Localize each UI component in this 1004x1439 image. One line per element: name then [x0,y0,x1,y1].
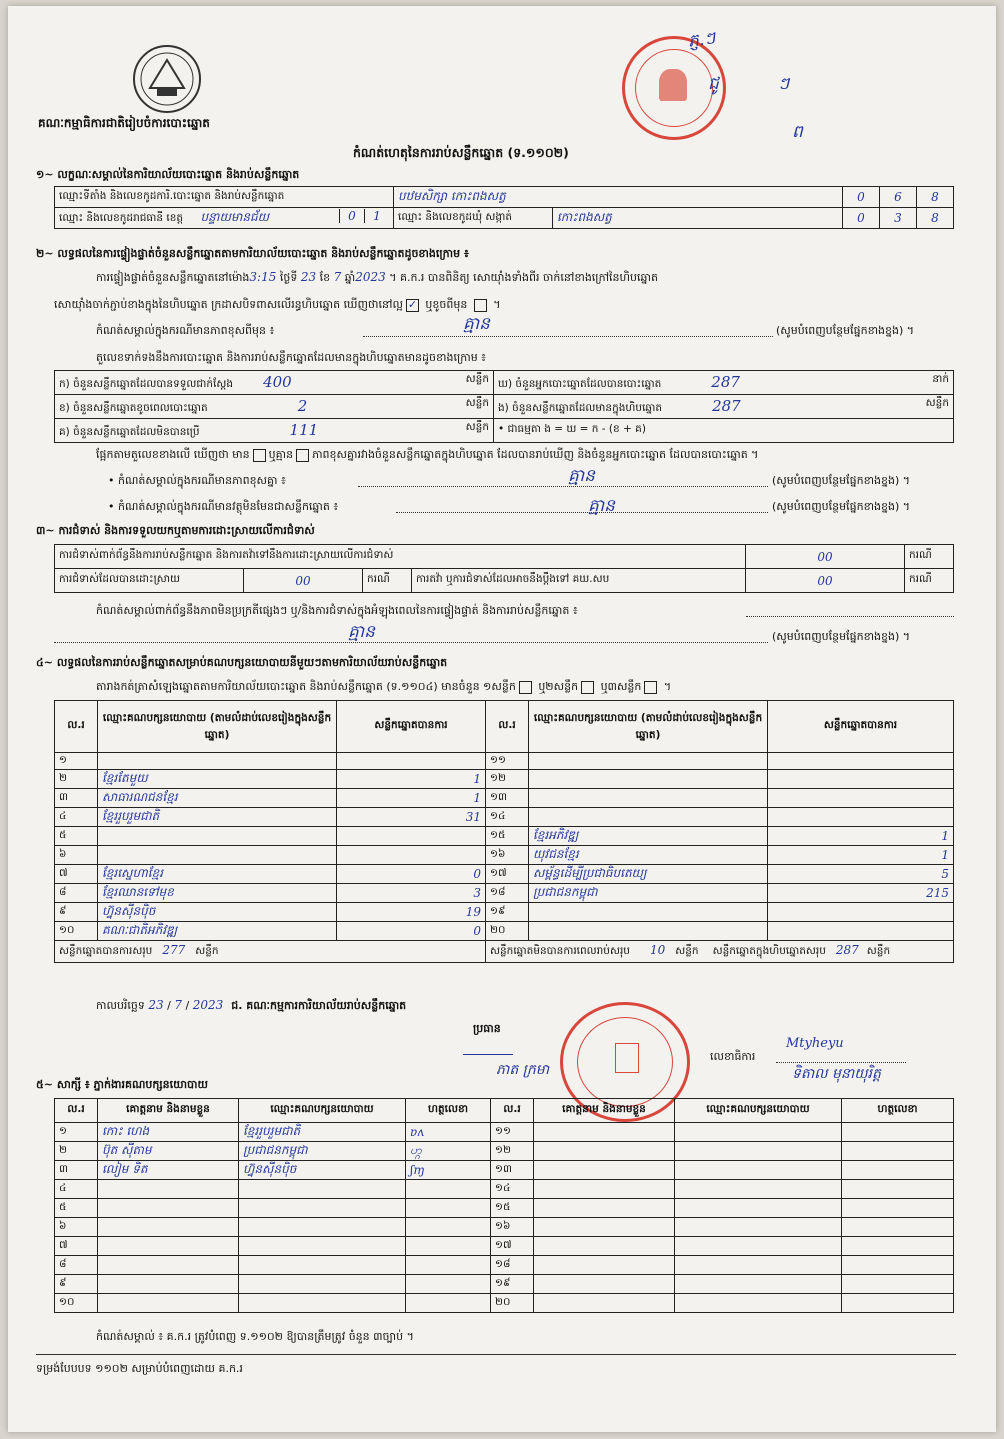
witness-sign-cell: ဟ္ဂ [406,1142,491,1161]
footnote: កំណត់សម្គាល់ ៖ គ.ក.រ ត្រូវបំពេញ ទ.១១០២ ឱ្យបានត្រឹមត្រូវ ចំនួន ៣ច្បាប់ ។ [96,1330,414,1343]
witness-party-cell: ហ្វ៊ុនស៊ីនប៉ិច [239,1161,406,1180]
station-code-2: 6 [880,187,917,208]
witness-name-cell [98,1294,239,1313]
witness-sign-cell [842,1142,954,1161]
witness-table: ល.រ គោត្តនាម និងនាមខ្លួន ឈ្មោះគណបក្សនយោបាយ ហត្ថលេខា ល.រ គោត្តនាម និងនាមខ្លួន ឈ្មោះគណបក្សនយោបាយ ហត្ថលេខា ១ កោះ ហេង ខ្មែររួបរួមជាតិ ɐʌ ១១ ២ ប៊ុត ស៊ីតាម ប្រជាជនកម្ពុជា ဟ္ဂ ១២ ៣ លៀម ទិត ហ្វ៊ុនស៊ីនប៉ិច ʃɱ ១៣ ៤ ១៤ ៥ ១៥ ៦ ១៦ ៧ ១៧ ៨ ១៨ ៩ ១៩ ១០ ២០ [54,1098,954,1313]
invalid-total: 10 [649,943,666,957]
section-2-heading: ២~ លទ្ធផលនៃការផ្ទៀងផ្ទាត់ចំនួនសន្លឹកឆ្នោតតាមការិយាល័យបោះឆ្នោត និងរាប់សន្លឹកឆ្នោតដូចខាងក្រោម ៖ [36,247,469,260]
date-line: កាលបរិច្ឆេទ 23 / 7 / 2023 ជ. គណៈកម្មការការិយាល័យរាប់សន្លឹកឆ្នោត [96,998,407,1012]
witness-sign-cell [842,1256,954,1275]
station-code-1: 0 [843,187,880,208]
party-votes-cell [768,789,954,808]
witness-party-cell [239,1275,406,1294]
witness-sign-cell [406,1275,491,1294]
tally-sheet-text: តារាងកត់ត្រាសំឡេងឆ្នោតតាមការិយាល័យបោះឆ្នោត និងរាប់សន្លឹកឆ្នោត (ទ.១១០៤) មានចំនួន ១សន្លឹក ឬ២សន្លឹក ឬ៣សន្លឹក ។ [96,680,672,693]
party-no-cell: ១៨ [486,884,529,903]
witness-no-cell: ៨ [55,1256,98,1275]
note-anomaly-value: គ្មាន [463,314,490,334]
party-no-cell: ៨ [55,884,98,903]
unused-value: 111 [289,420,319,439]
section-1-table [54,186,954,229]
ballot-count-form-sheet [8,6,996,1432]
party-votes-cell [337,846,486,865]
party-votes-cell: 1 [337,770,486,789]
witness-no-cell: ១៧ [491,1237,534,1256]
witness-sign-cell: ʃɱ [406,1161,491,1180]
party-votes-cell: 0 [337,865,486,884]
witness-no-cell: ២ [55,1142,98,1161]
secretary-name: ទិតាល មុនាយុរិត្ត [792,1066,881,1082]
party-votes-cell: 1 [768,846,954,865]
party-votes-cell: 5 [768,865,954,884]
spoiled-value: 2 [297,396,308,415]
handwritten-note-3: ៗ [778,74,790,94]
match-text: ផ្អែកតាមតួលេខខាងលើ ឃើញថា មាន ឬគ្មាន ភាពខុសគ្នារវាងចំនួនសន្លឹកឆ្នោតក្នុងហិបឆ្នោត ដែលបានរាប់ឃើញ និងចំនួនអ្នកបោះឆ្នោត ដែលបានបោះឆ្នោត ។ [96,448,759,461]
party-no-cell: ៩ [55,903,98,922]
party-votes-cell: 31 [337,808,486,827]
party-party-cell: ប្រជាជនកម្ពុជា [529,884,768,903]
witness-party-cell [675,1218,842,1237]
complaint-total-value: 00 [746,545,905,569]
witness-party-cell [675,1199,842,1218]
witness-no-cell: ៥ [55,1199,98,1218]
party-party-cell [529,903,768,922]
reconcile-time-text: ការផ្ទៀងផ្ទាត់ចំនួនសន្លឹកឆ្នោតនៅម៉ោង3:15 ថ្ងៃទី 23 ខែ 7 ឆ្នាំ2023 ។ គ.ក.រ បានពិនិត្យ សោយ៉ាំងទាំងពីរ ចាក់នៅខាងក្រៅនៃហិបឆ្នោត [96,270,658,284]
party-row [55,846,954,865]
party-row [55,865,954,884]
witness-party-cell: ប្រជាជនកម្ពុជា [239,1142,406,1161]
ballot-count-table: ក) ចំនួនសន្លឹកឆ្នោតដែលបានទទួលជាក់ស្តែង 400 សន្លឹក ឃ) ចំនួនអ្នកបោះឆ្នោតដែលបានបោះឆ្នោត 287 នាក់ ខ) ចំនួនសន្លឹកឆ្នោតខូចពេលបោះឆ្នោត 2 សន្លឹក ង) ចំនួនសន្លឹកឆ្នោតដែលមានក្នុងហិបឆ្នោត 287 សន្លឹក គ) ចំនួនសន្លឹកឆ្នោតដែលមិនបានប្រើ 111 សន្លឹក • ជាធម្មតា ង = ឃ = ក - (ខ + គ) [54,370,954,443]
witness-no-cell: ១៨ [491,1256,534,1275]
witness-name-cell [534,1275,675,1294]
party-results-table: ល.រ ឈ្មោះគណបក្សនយោបាយ (តាមលំដាប់លេខរៀងក្នុងសន្លឹកឆ្នោត) សន្លឹកឆ្នោតបានការ ល.រ ឈ្មោះគណបក្សនយោបាយ (តាមលំដាប់លេខរៀងក្នុងសន្លឹកឆ្នោត) សន្លឹកឆ្នោតបានការ ១ ១១ ២ ខ្មែរតែមួយ 1 ១២ ៣ សាធារណជនខ្មែរ 1 ១៣ ៤ ខ្មែររួបរួមជាតិ 31 ១៤ ៥ ១៥ ខ្មែរអភិវឌ្ឍ 1 ៦ ១៦ យុវជនខ្មែរ 1 ៧ ខ្មែរស្នេហាខ្មែរ 0 ១៧ សម្ព័ន្ធដើម្បីប្រជាធិបតេយ្យ 5 ៨ ខ្មែរឈានទៅមុខ 3 ១៨ ប្រជាជនកម្ពុជា 215 ៩ ហ្វ៊ុនស៊ីនប៉ិច 19 ១៩ ១០ គណៈជាតិអភិវឌ្ឍ 0 ២០ សន្លឹកឆ្នោតបានការសរុប 277 សន្លឹក សន្លឹកឆ្នោតមិនបានការពេលរាប់សរុប 10 សន្លឹក សន្លឹកឆ្នោតក្នុងហិបឆ្នោតសរុប 287 សន្លឹក [54,700,954,963]
unknown-ballot-value: គ្មាន [588,496,615,516]
witness-no-cell: ៧ [55,1237,98,1256]
handwritten-note-4: ព [792,122,803,142]
section-1-heading: ១~ លក្ខណៈសម្គាល់នៃការិយាល័យបោះឆ្នោត និងរាប់សន្លឹកឆ្នោត [36,168,300,181]
witness-party-cell [675,1275,842,1294]
witness-party-cell [239,1237,406,1256]
committee-name: គណៈកម្មាធិការជាតិរៀបចំការបោះឆ្នោត [38,116,210,130]
witness-sign-cell [842,1161,954,1180]
witness-name-cell: ប៊ុត ស៊ីតាម [98,1142,239,1161]
party-party-cell: ខ្មែរឈានទៅមុខ [98,884,337,903]
party-party-cell: ខ្មែររួបរួមជាតិ [98,808,337,827]
witness-party-cell: ខ្មែររួបរួមជាតិ [239,1123,406,1142]
witness-no-cell: ១២ [491,1142,534,1161]
handwritten-note-1: ភ្ញ.ៗ [686,28,717,52]
witness-sign-cell [406,1199,491,1218]
party-row [55,922,954,941]
witness-name-cell [534,1123,675,1142]
witness-sign-cell [842,1123,954,1142]
witness-no-cell: ១៦ [491,1218,534,1237]
voters-label: ឃ) ចំនួនអ្នកបោះឆ្នោតដែលបានបោះឆ្នោត [498,377,662,390]
in-box-label: ង) ចំនួនសន្លឹកឆ្នោតដែលមានក្នុងហិបឆ្នោត [498,401,663,414]
witness-no-cell: ១ [55,1123,98,1142]
party-party-cell [529,770,768,789]
commune-code-3: 8 [917,208,954,229]
party-votes-cell [337,753,486,770]
province-label: ឈ្មោះ និងលេខកូដរាជធានី ខេត្ត [59,212,184,224]
party-party-cell: ខ្មែរស្នេហាខ្មែរ [98,865,337,884]
witness-name-cell [98,1199,239,1218]
party-votes-cell [768,770,954,789]
section-3-heading: ៣~ ការជំទាស់ និងការទទួលយកឬតាមការដោះស្រាយលើការជំទាស់ [36,524,315,537]
witness-sign-cell [842,1199,954,1218]
witness-party-cell [239,1294,406,1313]
witness-sign-cell [406,1237,491,1256]
witness-no-cell: ១១ [491,1123,534,1142]
party-votes-cell: 215 [768,884,954,903]
witness-name-cell [534,1142,675,1161]
party-party-cell: ខ្មែរតែមួយ [98,770,337,789]
party-no-cell: ១៩ [486,903,529,922]
party-party-cell: យុវជនខ្មែរ [529,846,768,865]
witness-party-cell [239,1218,406,1237]
witness-party-cell [239,1180,406,1199]
party-no-cell: ២០ [486,922,529,941]
witness-party-cell [675,1256,842,1275]
witness-sign-cell [842,1294,954,1313]
party-votes-cell: 19 [337,903,486,922]
station-label: ឈ្មោះទីតាំង និងលេខកូដការិ.បោះឆ្នោត និងរាប់សន្លឹកឆ្នោត [55,187,394,208]
witness-no-cell: ១៣ [491,1161,534,1180]
party-no-cell: ៣ [55,789,98,808]
witness-party-cell [675,1237,842,1256]
witness-party-cell [675,1180,842,1199]
witness-sign-cell [406,1180,491,1199]
witness-sign-cell [842,1218,954,1237]
party-votes-cell [768,753,954,770]
party-no-cell: ១៦ [486,846,529,865]
discrepancy-hint: (សូមបំពេញបន្ថែមផ្នែកខាងខ្នង) ។ [772,474,911,487]
commune-code-2: 3 [880,208,917,229]
witness-party-cell [675,1142,842,1161]
province-name: បន្ទាយមានជ័យ [200,210,269,224]
secretary-signature: Mtyheyu [786,1036,844,1051]
witness-name-cell [98,1256,239,1275]
party-votes-cell [768,903,954,922]
party-row [55,753,954,770]
station-code-3: 8 [917,187,954,208]
party-votes-cell [337,827,486,846]
party-party-cell [529,753,768,770]
unknown-ballot-hint: (សូមបំពេញបន្ថែមផ្នែកខាងខ្នង) ។ [772,500,911,513]
witness-sign-cell [406,1294,491,1313]
discrepancy-value: គ្មាន [568,466,595,486]
secretary-label: លេខាធិការ [710,1050,756,1063]
note-anomaly-hint: (សូមបំពេញបន្ថែមផ្នែកខាងខ្នង) ។ [776,324,915,337]
party-no-cell: ១២ [486,770,529,789]
witness-party-cell [239,1256,406,1275]
party-row [55,770,954,789]
witness-sign-cell [406,1218,491,1237]
witness-name-cell [534,1199,675,1218]
witness-sign-cell [842,1275,954,1294]
party-row [55,827,954,846]
party-no-cell: ១ [55,753,98,770]
seal-check-text: សោយ៉ាំងចាក់ភ្ជាប់ខាងក្នុងនៃហិបឆ្នោត ក្រដាសបិទពាសលើរន្ធហិបឆ្នោត ឃើញថានៅល្អ ✓ ឬខូចពីមុន ។ [54,297,501,311]
witness-name-cell [534,1294,675,1313]
witness-sign-cell [406,1256,491,1275]
received-value: 400 [263,372,292,391]
witness-name-cell [534,1180,675,1199]
section-5-heading: ៥~ សាក្សី ៖ ភ្នាក់ងារគណបក្សនយោបាយ [36,1078,209,1091]
party-no-cell: ៤ [55,808,98,827]
witness-row [55,1218,954,1237]
voters-value: 287 [711,372,740,391]
witness-party-cell [239,1199,406,1218]
party-votes-cell: 1 [768,827,954,846]
witness-name-cell [98,1237,239,1256]
complaint-table: ការជំទាស់ពាក់ព័ន្ធនឹងការរាប់សន្លឹកឆ្នោត និងការតវ៉ាទៅនឹងការដោះស្រាយលើការជំទាស់ 00 ករណី ការជំទាស់ដែលបានដោះស្រាយ 00 ករណី ការតវ៉ា ឬការជំទាស់ដែលអាចនឹងប្តឹងទៅ គឃ.សប 00 ករណី [54,544,954,593]
witness-row [55,1123,954,1142]
witness-name-cell [534,1218,675,1237]
witness-sign-cell [842,1180,954,1199]
witness-row [55,1199,954,1218]
witness-row [55,1142,954,1161]
commune-name: កោះពងសត្វ [557,210,612,224]
resolved-label: ការជំទាស់ដែលបានដោះស្រាយ [55,569,244,593]
inbox-total: 287 [835,943,859,957]
party-party-cell [98,753,337,770]
form-title: កំណត់ហេតុនៃការរាប់សន្លឹកឆ្នោត (ទ.១១០២) [353,145,569,160]
party-no-cell: ៥ [55,827,98,846]
party-no-cell: ១៥ [486,827,529,846]
party-row [55,808,954,827]
section-4-heading: ៤~ លទ្ធផលនៃការរាប់សន្លឹកឆ្នោតសម្រាប់គណបក្សនយោបាយនីមួយៗតាមការិយាល័យរាប់សន្លឹកឆ្នោត [36,656,448,669]
party-party-cell [529,922,768,941]
party-party-cell [98,827,337,846]
party-row [55,789,954,808]
seal-broken-checkbox[interactable] [474,299,487,312]
witness-name-cell [98,1218,239,1237]
valid-total: 277 [162,943,186,957]
in-box-value: 287 [712,396,741,415]
witness-name-cell [534,1237,675,1256]
count-intro: តួលេខទាក់ទងនឹងការបោះឆ្នោត និងការរាប់សន្លឹកឆ្នោតដែលមានក្នុងហិបឆ្នោតមានដូចខាងក្រោម ៖ [96,351,487,364]
party-no-cell: ១១ [486,753,529,770]
complaint-note-value: គ្មាន [348,622,375,642]
witness-row [55,1256,954,1275]
witness-no-cell: ៩ [55,1275,98,1294]
witness-name-cell [534,1161,675,1180]
party-votes-cell: 1 [337,789,486,808]
commune-label: ឈ្មោះ និងលេខកូដឃុំ សង្កាត់ [394,208,553,229]
seal-intact-checkbox[interactable]: ✓ [407,297,418,311]
form-footer: ទម្រង់បែបបទ ១១០២ សម្រាប់បំពេញដោយ គ.ក.រ [36,1362,243,1375]
party-party-cell: ខ្មែរអភិវឌ្ឍ [529,827,768,846]
party-votes-cell [768,922,954,941]
province-code-1: 0 [339,209,364,223]
witness-name-cell [98,1275,239,1294]
president-label: ប្រធាន [473,1022,501,1035]
complaint-note-label: កំណត់សម្គាល់ពាក់ព័ន្ធនឹងភាពមិនប្រក្រតីផ្សេងៗ ឬ/និងការជំទាស់ក្នុងអំឡុងពេលនៃការផ្ទៀងផ្ទាត់ និងការរាប់សន្លឹកឆ្នោត ៖ [96,604,578,617]
witness-no-cell: ៣ [55,1161,98,1180]
party-party-cell: សម្ព័ន្ធដើម្បីប្រជាធិបតេយ្យ [529,865,768,884]
unused-label: គ) ចំនួនសន្លឹកឆ្នោតដែលមិនបានប្រើ [59,425,200,438]
party-no-cell: ១៧ [486,865,529,884]
party-party-cell: គណៈជាតិអភិវឌ្ឍ [98,922,337,941]
party-party-cell [529,808,768,827]
party-votes-cell [768,808,954,827]
witness-name-cell: លៀម ទិត [98,1161,239,1180]
witness-party-cell [675,1294,842,1313]
resolved-value: 00 [244,569,363,593]
party-party-cell: ហ្វ៊ុនស៊ីនប៉ិច [98,903,337,922]
spoiled-label: ខ) ចំនួនសន្លឹកឆ្នោតខូចពេលបោះឆ្នោត [59,401,208,414]
party-no-cell: ៧ [55,865,98,884]
party-no-cell: ៦ [55,846,98,865]
president-signature: ភាត ក្រមា [496,1062,550,1078]
witness-no-cell: ១០ [55,1294,98,1313]
party-row [55,903,954,922]
witness-name-cell [98,1180,239,1199]
witness-row [55,1180,954,1199]
witness-row [55,1294,954,1313]
witness-row [55,1275,954,1294]
witness-party-cell [675,1123,842,1142]
witness-party-cell [675,1161,842,1180]
witness-no-cell: ៤ [55,1180,98,1199]
note-anomaly-label: កំណត់សម្គាល់ក្នុងករណីមានភាពខុសពីមុន ៖ [96,324,275,337]
complaint-note-hint: (សូមបំពេញបន្ថែមផ្នែកខាងខ្នង) ។ [772,630,911,643]
party-no-cell: ២ [55,770,98,789]
witness-name-cell: កោះ ហេង [98,1123,239,1142]
appeal-value: 00 [746,569,905,593]
witness-sign-cell: ɐʌ [406,1123,491,1142]
party-row [55,884,954,903]
party-no-cell: ១០ [55,922,98,941]
received-label: ក) ចំនួនសន្លឹកឆ្នោតដែលបានទទួលជាក់ស្តែង [59,377,234,390]
witness-no-cell: ១៤ [491,1180,534,1199]
party-votes-cell: 3 [337,884,486,903]
commune-code-1: 0 [843,208,880,229]
party-party-cell [529,789,768,808]
witness-no-cell: ៦ [55,1218,98,1237]
witness-name-cell [534,1256,675,1275]
complaint-total-label: ការជំទាស់ពាក់ព័ន្ធនឹងការរាប់សន្លឹកឆ្នោត និងការតវ៉ាទៅនឹងការដោះស្រាយលើការជំទាស់ [55,545,746,569]
witness-no-cell: ២០ [491,1294,534,1313]
province-code-2: 1 [364,209,389,223]
party-party-cell: សាធារណជនខ្មែរ [98,789,337,808]
discrepancy-label: • កំណត់សម្គាល់ក្នុងករណីមានភាពខុសគ្នា ៖ [108,474,286,487]
witness-no-cell: ១៩ [491,1275,534,1294]
witness-row [55,1237,954,1256]
party-no-cell: ១៤ [486,808,529,827]
appeal-label: ការតវ៉ា ឬការជំទាស់ដែលអាចនឹងប្តឹងទៅ គឃ.សប [412,569,746,593]
party-party-cell [98,846,337,865]
formula: • ជាធម្មតា ង = ឃ = ក - (ខ + គ) [494,419,954,443]
witness-row [55,1161,954,1180]
handwritten-note-2: ជូ [708,74,719,94]
nec-emblem-icon [130,42,204,116]
party-no-cell: ១៣ [486,789,529,808]
unknown-ballot-label: • កំណត់សម្គាល់ក្នុងករណីមានវត្ថុមិនមែនជាសន្លឹកឆ្នោត ៖ [108,500,339,513]
witness-sign-cell [842,1237,954,1256]
witness-no-cell: ១៥ [491,1199,534,1218]
station-name: បឋមសិក្សា កោះពងសត្វ [398,189,506,203]
party-votes-cell: 0 [337,922,486,941]
